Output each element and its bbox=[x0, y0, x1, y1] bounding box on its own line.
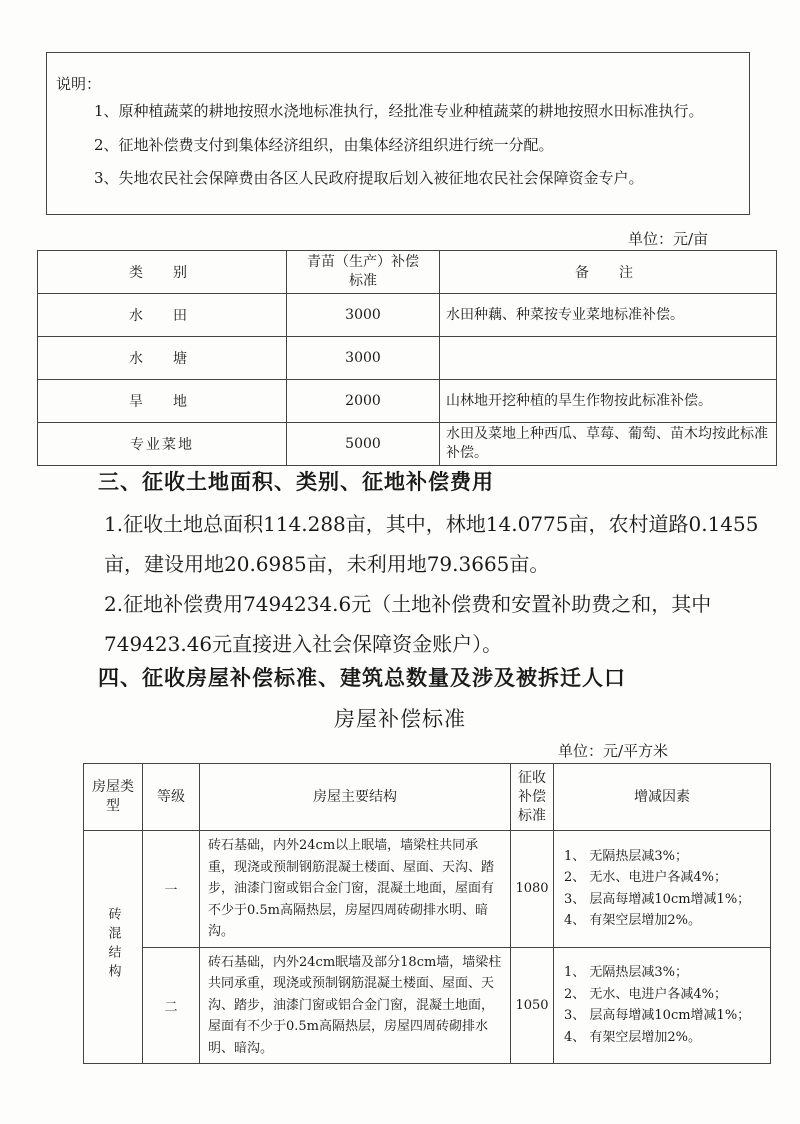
factor-item: 3、 层高每增减10cm增减1%； bbox=[564, 1008, 751, 1024]
section4-heading: 四、征收房屋补偿标准、建筑总数量及涉及被拆迁人口 bbox=[98, 665, 626, 690]
row-std: 3000 bbox=[287, 337, 440, 380]
factor-item: 2、 无水、电进户各减4%； bbox=[564, 870, 728, 886]
header-note: 备 注 bbox=[440, 251, 777, 294]
row-type: 旱 地 bbox=[38, 380, 287, 423]
row-note bbox=[440, 337, 777, 380]
row-type: 水 田 bbox=[38, 294, 287, 337]
house-table bbox=[83, 763, 771, 1064]
row-type: 水 塘 bbox=[38, 337, 287, 380]
header-std: 青苗（生产）补偿标准 bbox=[287, 251, 440, 294]
house-table-title: 房屋补偿标准 bbox=[334, 707, 466, 731]
table-row bbox=[84, 947, 771, 1064]
factor-item: 2、 无水、电进户各减4%； bbox=[564, 986, 728, 1002]
table-row bbox=[38, 294, 777, 337]
table-row bbox=[38, 337, 777, 380]
category-label: 砖混结构 bbox=[105, 907, 121, 983]
factor-item: 1、 无隔热层减3%； bbox=[564, 848, 689, 864]
section3-paragraph-1 bbox=[64, 504, 764, 584]
table-row bbox=[38, 380, 777, 423]
seedling-table bbox=[37, 250, 777, 466]
std-cell: 1050 bbox=[511, 947, 554, 1064]
std-cell: 1080 bbox=[511, 831, 554, 948]
structure-cell: 砖石基础，内外24cm以上眠墙，墙梁柱共同承重，现浇或预制钢筋混凝土楼面、屋面、天沟、踏步，油漆门窗或铝合金门窗，混凝土地面，屋面有不少于0.5m高隔热层，房屋四周砖砌排水明、暗沟。 bbox=[200, 831, 511, 948]
house-unit: 单位：元/平方米 bbox=[558, 742, 669, 760]
header-type: 类 别 bbox=[38, 251, 287, 294]
note-item: 2、征地补偿费支付到集体经济组织，由集体经济组织进行统一分配。 bbox=[94, 136, 554, 154]
factor-cell bbox=[554, 831, 771, 948]
header-house-type: 房屋类型 bbox=[84, 764, 143, 831]
table-row bbox=[38, 423, 777, 466]
header-grade: 等级 bbox=[143, 764, 200, 831]
header-structure: 房屋主要结构 bbox=[200, 764, 511, 831]
row-note: 水田及菜地上种西瓜、草莓、葡萄、苗木均按此标准补偿。 bbox=[440, 423, 777, 466]
table-header-row bbox=[38, 251, 777, 294]
row-type: 专业菜地 bbox=[38, 423, 287, 466]
paragraph-text: 1.征收土地总面积114.288亩，其中，林地14.0775亩，农村道路0.1455亩，建设用地20.6985亩，未利用地79.3665亩。 bbox=[104, 512, 759, 576]
factor-item: 3、 层高每增减10cm增减1%； bbox=[564, 891, 751, 907]
row-note: 水田种藕、种菜按专业菜地标准补偿。 bbox=[440, 294, 777, 337]
header-factor: 增减因素 bbox=[554, 764, 771, 831]
factor-item: 1、 无隔热层减3%； bbox=[564, 965, 689, 981]
row-std: 3000 bbox=[287, 294, 440, 337]
row-note: 山林地开挖种植的旱生作物按此标准补偿。 bbox=[440, 380, 777, 423]
section3-heading: 三、征收土地面积、类别、征地补偿费用 bbox=[98, 469, 494, 494]
note-item: 3、失地农民社会保障费由各区人民政府提取后划入被征地农民社会保障资金专户。 bbox=[94, 169, 644, 187]
factor-cell bbox=[554, 947, 771, 1064]
section3-paragraph-2 bbox=[64, 584, 764, 664]
note-item: 1、原种植蔬菜的耕地按照水浇地标准执行，经批准专业种植蔬菜的耕地按照水田标准执行。 bbox=[94, 102, 704, 120]
header-std: 征收补偿标准 bbox=[511, 764, 554, 831]
category-cell bbox=[84, 831, 143, 1064]
notes-title: 说明： bbox=[56, 75, 102, 93]
paragraph-text: 2.征地补偿费用7494234.6元（土地补偿费和安置补助费之和，其中749423.46元直接进入社会保障资金账户）。 bbox=[104, 592, 712, 656]
grade-cell: 二 bbox=[143, 947, 200, 1064]
grade-cell: 一 bbox=[143, 831, 200, 948]
table-row bbox=[84, 831, 771, 948]
seedling-unit: 单位：元/亩 bbox=[628, 230, 709, 248]
row-std: 5000 bbox=[287, 423, 440, 466]
row-std: 2000 bbox=[287, 380, 440, 423]
structure-cell: 砖石基础，内外24cm眠墙及部分18cm墙，墙梁柱共同承重，现浇或预制钢筋混凝土楼面、屋面、天沟、踏步，油漆门窗或铝合金门窗，混凝土地面，屋面有不少于0.5m高隔热层，房屋四周砖砌排水明、暗沟。 bbox=[200, 947, 511, 1064]
factor-item: 4、 有架空层增加2%。 bbox=[564, 1029, 702, 1045]
factor-item: 4、 有架空层增加2%。 bbox=[564, 913, 702, 929]
table-header-row bbox=[84, 764, 771, 831]
